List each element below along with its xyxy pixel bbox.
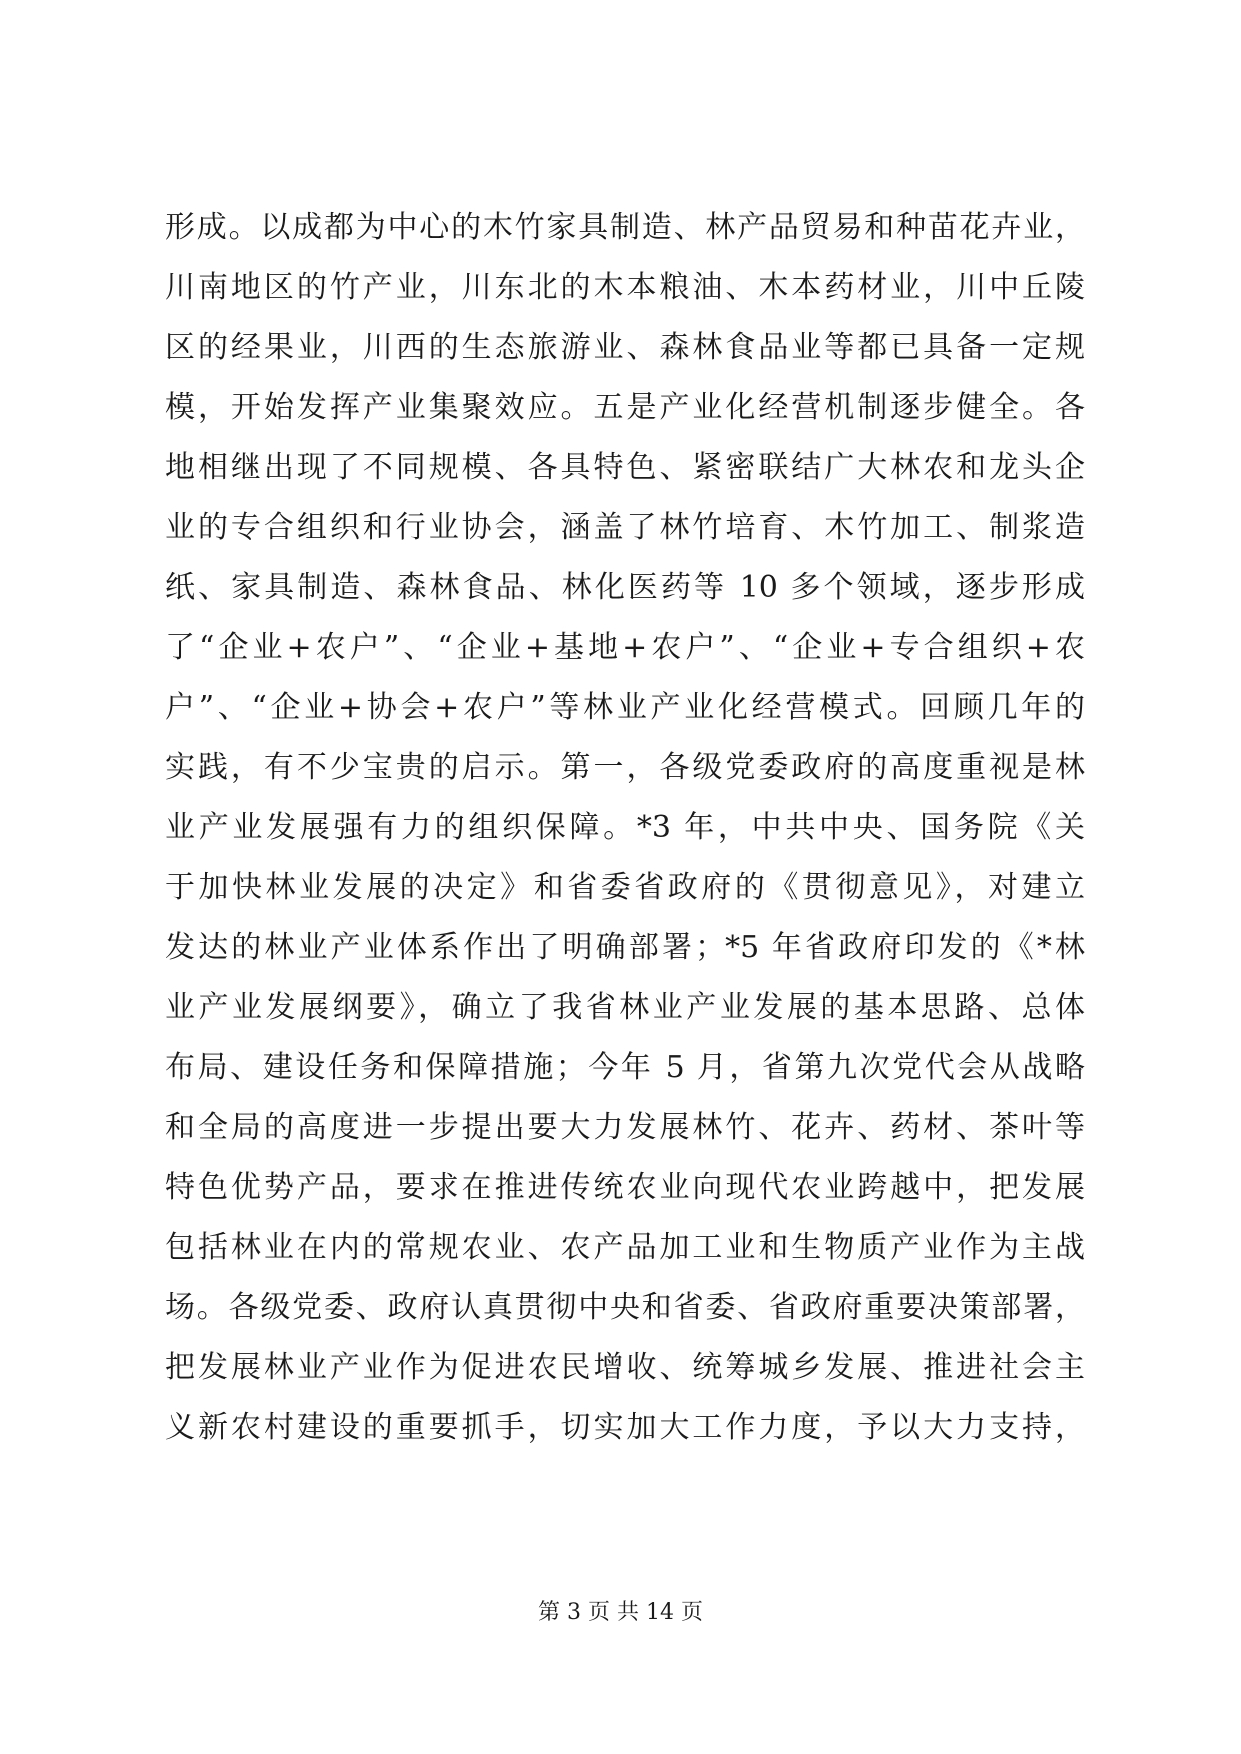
text-line: 纸、家具制造、森林食品、林化医药等 10 多个领域，逐步形成 (165, 570, 1085, 605)
text-line: 户”、“企业+协会+农户”等林业产业化经营模式。回顾几年的 (165, 690, 1085, 725)
text-line: 业产业发展强有力的组织保障。*3 年，中共中央、国务院《关 (165, 810, 1085, 845)
text-line: 于加快林业发展的决定》和省委省政府的《贯彻意见》，对建立 (165, 870, 1085, 905)
page-number-label: 第 3 页 共 14 页 (538, 1600, 703, 1625)
text-line: 川南地区的竹产业，川东北的木本粮油、木本药材业，川中丘陵 (165, 270, 1085, 305)
text-line: 和全局的高度进一步提出要大力发展林竹、花卉、药材、茶叶等 (165, 1110, 1085, 1145)
text-line: 了“企业+农户”、“企业+基地+农户”、“企业+专合组织+农 (165, 630, 1085, 665)
page-footer (0, 1598, 1241, 1628)
text-line: 义新农村建设的重要抓手，切实加大工作力度，予以大力支持， (165, 1410, 1085, 1445)
text-line: 布局、建设任务和保障措施；今年 5 月，省第九次党代会从战略 (165, 1050, 1085, 1085)
text-line: 包括林业在内的常规农业、农产品加工业和生物质产业作为主战 (165, 1230, 1085, 1265)
text-line: 区的经果业，川西的生态旅游业、森林食品业等都已具备一定规 (165, 330, 1085, 365)
text-line: 把发展林业产业作为促进农民增收、统筹城乡发展、推进社会主 (165, 1350, 1085, 1385)
text-line: 发达的林业产业体系作出了明确部署；*5 年省政府印发的《*林 (165, 930, 1085, 965)
text-line: 模，开始发挥产业集聚效应。五是产业化经营机制逐步健全。各 (165, 390, 1085, 425)
body-text (165, 198, 1085, 1458)
text-line: 业产业发展纲要》，确立了我省林业产业发展的基本思路、总体 (165, 990, 1085, 1025)
text-line: 地相继出现了不同规模、各具特色、紧密联结广大林农和龙头企 (165, 450, 1085, 485)
text-line: 特色优势产品，要求在推进传统农业向现代农业跨越中，把发展 (165, 1170, 1085, 1205)
text-line: 形成。以成都为中心的木竹家具制造、林产品贸易和种苗花卉业， (165, 210, 1085, 245)
text-line: 实践，有不少宝贵的启示。第一，各级党委政府的高度重视是林 (165, 750, 1085, 785)
text-line: 业的专合组织和行业协会，涵盖了林竹培育、木竹加工、制浆造 (165, 510, 1085, 545)
text-line: 场。各级党委、政府认真贯彻中央和省委、省政府重要决策部署， (165, 1290, 1085, 1325)
